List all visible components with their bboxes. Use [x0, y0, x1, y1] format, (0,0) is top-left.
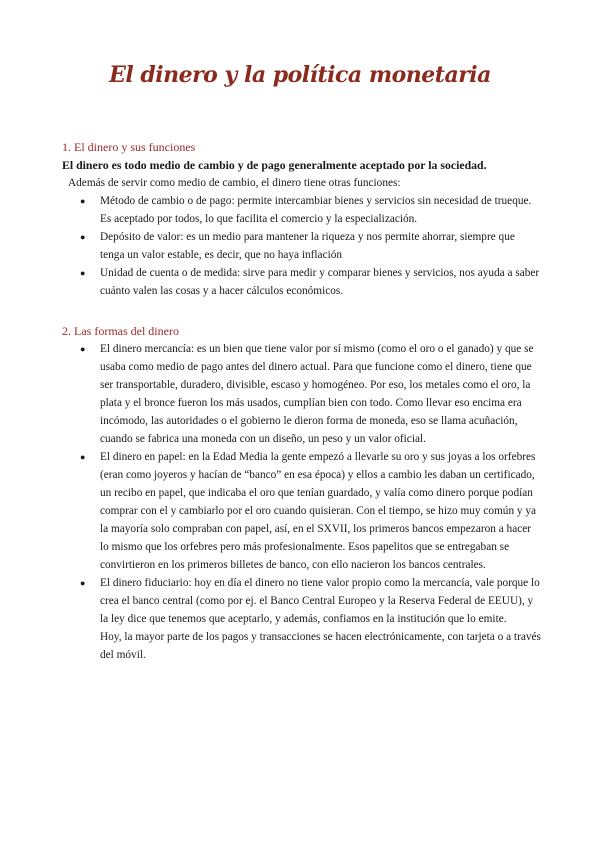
list-item-text: El dinero en papel: en la Edad Media la gente empezó a llevarle su oro y sus joyas a los orfebres (eran como joyeros y hacían de “banco” en esa época) y ellos a cambio les daban un certificado, un recibo en papel, que indicaba el oro que tenían guardado, y valía como dinero porque podían comprar con el y cambiarlo por el oro cuando quisieran. Con el tiempo, se hizo muy común y ya la mayoría solo compraban con papel, así, en el SXVII, los primeros bancos empezaron a hacer lo mismo que los orfebres pero más profesionalmente. Esos papelitos que se entregaban se convirtieron en los primeros billetes de banco, con ello nacieron los bancos centrales.: [100, 451, 537, 571]
forms-list: [62, 340, 542, 664]
intro-text: Además de servir como medio de cambio, el dinero tiene otras funciones:: [68, 177, 401, 189]
closing-paragraph: Hoy, la mayor parte de los pagos y transacciones se hacen electrónicamente, con tarjeta o a través del móvil.: [100, 631, 541, 661]
section-heading-funciones: 1. El dinero y sus funciones: [62, 140, 196, 154]
list-item-text: El dinero fiduciario: hoy en día el dinero no tiene valor propio como la mercancía, vale porque lo crea el banco central (como por ej. el Banco Central Europeo y la Reserva Federal de EEUU), y la ley dice que tenemos que aceptarlo, y además, confiamos en la institución que lo emite.: [100, 577, 540, 625]
bullet-icon: ●: [80, 232, 86, 242]
bullet-icon: ●: [80, 196, 86, 206]
list-item: [80, 228, 542, 264]
bullet-icon: ●: [80, 452, 86, 462]
list-item: [80, 340, 542, 448]
list-item: [80, 192, 542, 228]
list-item-text: El dinero mercancía: es un bien que tiene valor por sí mismo (como el oro o el ganado) y que se usaba como medio de pago antes del dinero actual. Para que funcione como el dinero, tiene que ser transportable, duradero, divisible, escaso y homogéneo. Por eso, los metales como el oro, la plata y el bronce fueron los más usados, cumplían bien con todo. Como llevar eso encima era incómodo, las autoridades o el gobierno le dieron forma de moneda, eso se llama acuñación, cuando se fabrica una moneda con un diseño, un peso y un valor oficial.: [100, 343, 534, 445]
list-item-text: Método de cambio o de pago: permite intercambiar bienes y servicios sin necesidad de trueque. Es aceptado por todos, lo que facilita el comercio y la especialización.: [100, 195, 532, 225]
bullet-icon: ●: [80, 268, 86, 278]
bullet-icon: ●: [80, 578, 86, 588]
list-item: [80, 264, 542, 300]
functions-list: [62, 192, 542, 300]
bullet-icon: ●: [80, 344, 86, 354]
section-heading-formas: 2. Las formas del dinero: [62, 324, 179, 338]
document-title: El dinero y la política monetaria: [109, 62, 491, 88]
list-item: [80, 574, 542, 664]
definition-text: El dinero es todo medio de cambio y de pago generalmente aceptado por la sociedad.: [62, 158, 487, 172]
list-item-text: Unidad de cuenta o de medida: sirve para medir y comparar bienes y servicios, nos ayuda a saber cuánto valen las cosas y a hacer cálculos económicos.: [100, 267, 540, 297]
list-item-text: Depósito de valor: es un medio para mantener la riqueza y nos permite ahorrar, siempre que tenga un valor estable, es decir, que no haya inflación: [100, 231, 515, 261]
list-item: [80, 448, 542, 574]
document-body: [62, 138, 542, 664]
